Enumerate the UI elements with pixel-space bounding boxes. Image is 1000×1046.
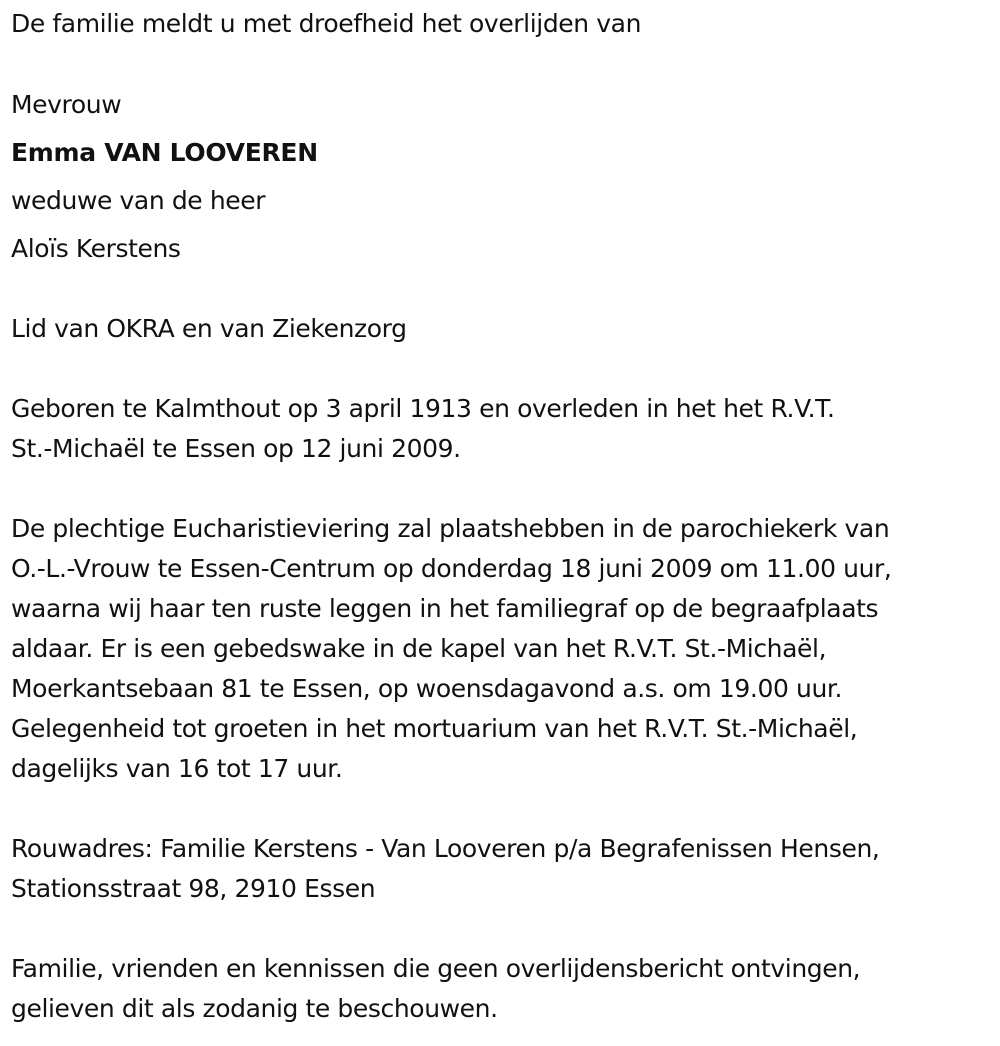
closing-line: gelieven dit als zodanig te beschouwen. — [11, 994, 498, 1023]
birth-death-line: Geboren te Kalmthout op 3 april 1913 en overleden in het het R.V.T. — [11, 394, 835, 423]
intro-text: De familie meldt u met droefheid het overlijden van — [11, 9, 642, 38]
ceremony-line: waarna wij haar ten ruste leggen in het familiegraf op de begraafplaats — [11, 594, 879, 623]
address-line: Rouwadres: Familie Kerstens - Van Looveren p/a Begrafenissen Hensen, — [11, 834, 880, 863]
deceased-name: Emma VAN LOOVEREN — [11, 138, 318, 167]
birth-death-line: St.-Michaël te Essen op 12 juni 2009. — [11, 434, 461, 463]
ceremony-line: Moerkantsebaan 81 te Essen, op woensdagavond a.s. om 19.00 uur. — [11, 674, 843, 703]
ceremony-line: De plechtige Eucharistieviering zal plaatshebben in de parochiekerk van — [11, 514, 890, 543]
ceremony-line: aldaar. Er is een gebedswake in de kapel van het R.V.T. St.-Michaël, — [11, 634, 827, 663]
relation-text: weduwe van de heer — [11, 186, 266, 215]
ceremony-line: O.-L.-Vrouw te Essen-Centrum op donderdag 18 juni 2009 om 11.00 uur, — [11, 554, 892, 583]
ceremony-line: dagelijks van 16 tot 17 uur. — [11, 754, 343, 783]
closing-line: Familie, vrienden en kennissen die geen overlijdensbericht ontvingen, — [11, 954, 861, 983]
spouse-name: Aloïs Kerstens — [11, 234, 181, 263]
address-line: Stationsstraat 98, 2910 Essen — [11, 874, 376, 903]
salutation: Mevrouw — [11, 90, 122, 119]
ceremony-line: Gelegenheid tot groeten in het mortuarium van het R.V.T. St.-Michaël, — [11, 714, 858, 743]
membership-text: Lid van OKRA en van Ziekenzorg — [11, 314, 407, 343]
